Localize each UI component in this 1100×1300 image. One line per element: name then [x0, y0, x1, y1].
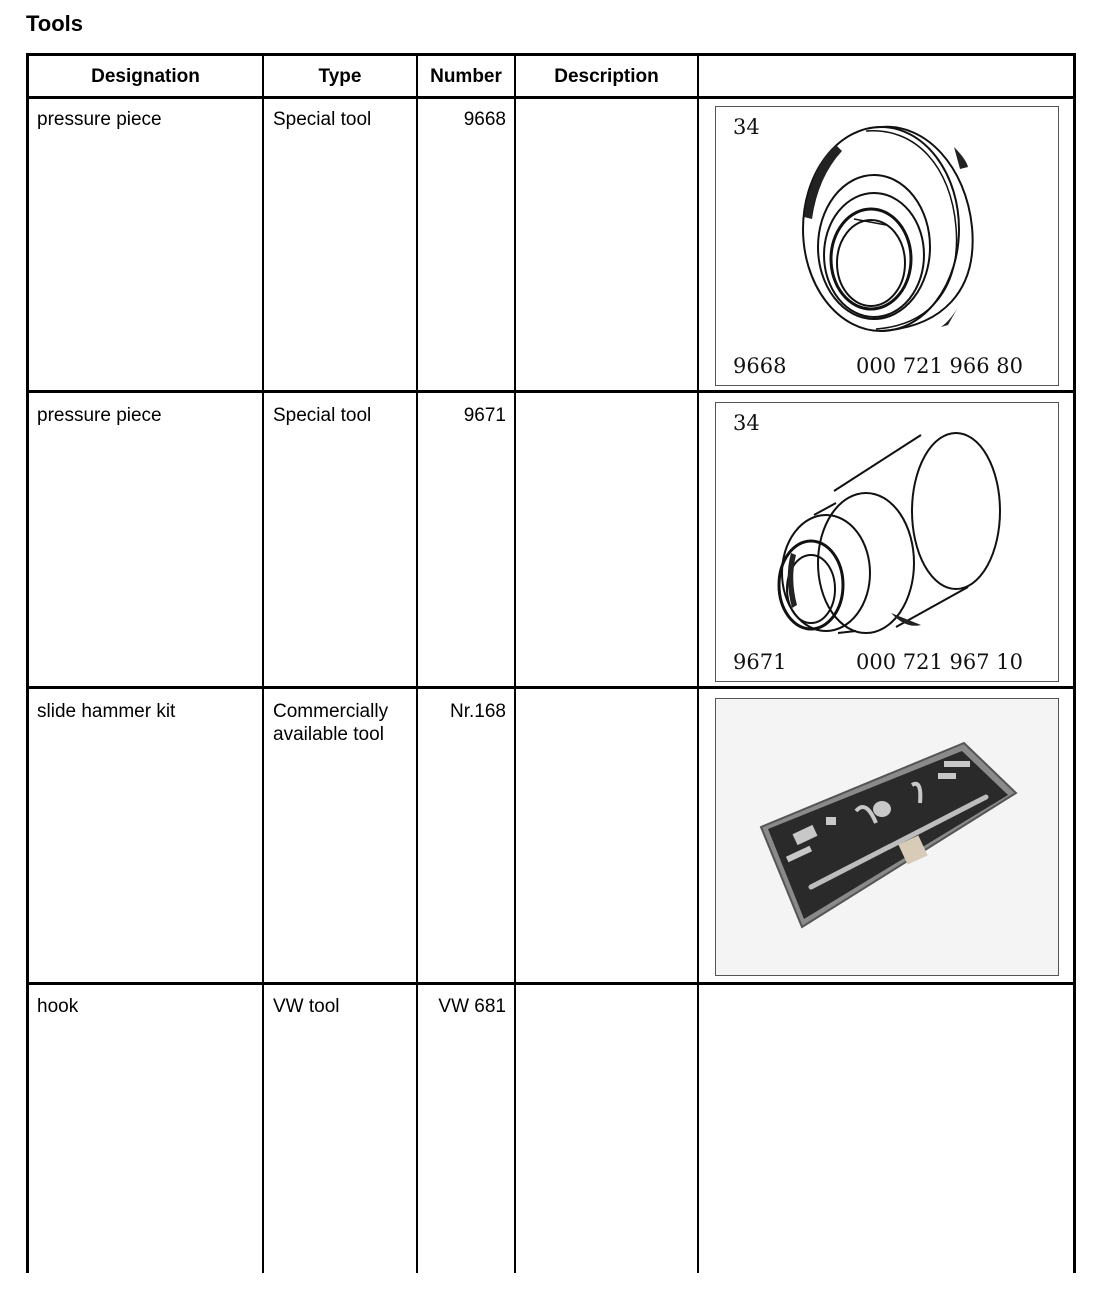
cell-designation: pressure piece	[37, 109, 162, 130]
column-header-type: Type	[318, 65, 362, 87]
figure-tool-number: 9671	[733, 650, 787, 674]
column-header-number: Number	[430, 65, 502, 87]
pressure-piece-9671-drawing	[716, 403, 1058, 681]
column-divider	[416, 53, 418, 1273]
slide-hammer-case-image	[716, 699, 1058, 975]
cell-type: VW tool	[273, 996, 340, 1017]
tool-9671-illustration	[715, 402, 1059, 682]
row-divider	[26, 390, 1076, 393]
cell-type: Special tool	[273, 405, 372, 426]
column-header-designation: Designation	[91, 65, 200, 87]
cell-designation: hook	[37, 996, 79, 1017]
pressure-piece-9668-drawing	[716, 107, 1058, 385]
page-title: Tools	[26, 11, 84, 36]
cell-number: 9668	[463, 109, 506, 130]
cell-designation: pressure piece	[37, 405, 162, 426]
row-divider	[26, 982, 1076, 985]
tool-9668-illustration	[715, 106, 1059, 386]
cell-designation: slide hammer kit	[37, 701, 176, 722]
cell-number: 9671	[463, 405, 506, 426]
figure-tool-number: 9668	[733, 354, 787, 378]
cell-number: Nr.168	[450, 701, 506, 722]
figure-group-label: 34	[733, 411, 760, 435]
column-divider	[1073, 53, 1076, 1273]
column-divider	[514, 53, 516, 1273]
figure-part-number: 000 721 966 80	[856, 354, 1023, 378]
figure-group-label: 34	[733, 115, 760, 139]
row-divider	[26, 686, 1076, 689]
column-divider	[262, 53, 264, 1273]
column-divider	[697, 53, 699, 1273]
cell-type: Special tool	[273, 109, 372, 130]
column-divider	[26, 53, 29, 1273]
cell-number: VW 681	[438, 996, 506, 1017]
slide-hammer-kit-photo	[715, 698, 1059, 976]
cell-type: Commercially available tool	[273, 701, 389, 745]
column-header-figure	[699, 56, 1073, 97]
column-header-description: Description	[554, 65, 659, 87]
figure-part-number: 000 721 967 10	[856, 650, 1023, 674]
